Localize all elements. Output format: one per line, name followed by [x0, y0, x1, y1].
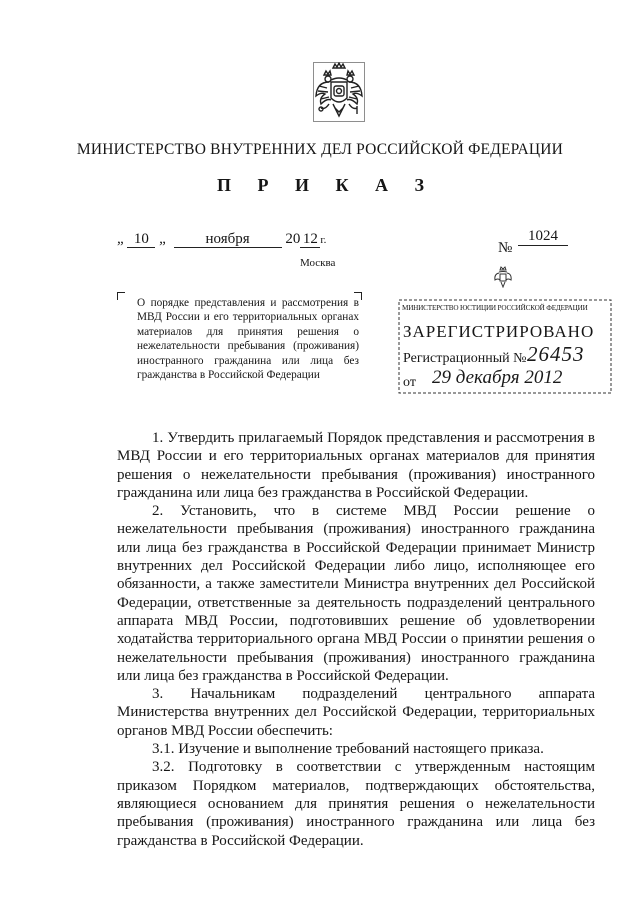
paragraph-3-2: 3.2. Подготовку в соответствии с утвержденным настоящим приказом Порядком материалов, подтверждающих обстоятельства, являющиеся основанием для принятия решения о нежелательности пребывания (проживания) иностранного гражданина или лица без гражданства в Российской Федерации. [117, 759, 595, 849]
stamp-ministry: МИНИСТЕРСТВО ЮСТИЦИИ РОССИЙСКОЙ ФЕДЕРАЦИИ [402, 304, 588, 312]
stamp-from-label: от [403, 375, 416, 390]
date-close-quote: „ [159, 231, 166, 247]
stamp-emblem-icon [493, 266, 513, 288]
date-year-unit: г. [320, 234, 327, 246]
date-open-quote: „ [117, 231, 124, 247]
paragraph-1: 1. Утвердить прилагаемый Порядок представления и рассмотрения в МВД России и его территориальных органах материалов для принятия решения о нежелательности пребывания (проживания) иностранного гражданина или лица без гражданства в Российской Федерации. [117, 430, 595, 501]
order-number-label: № [498, 240, 513, 256]
date-month: ноября [174, 232, 282, 248]
paragraph-3-1: 3.1. Изучение и выполнение требований настоящего приказа. [152, 741, 544, 758]
subject-corner-top-left [117, 292, 125, 300]
paragraph-2: 2. Установить, что в системе МВД России решение о нежелательности пребывания (проживания) иностранного гражданина или лица без гражданства в Российской Федерации принимает Министр внутренних дел Российской Федерации либо лицо, исполняющее его обязанности, а также заместители Министра внутренних дел Российской Федерации, ответственные за деятельность подразделений центрального аппарата МВД России, подготовивших решение об удовлетворении ходатайства территориального органа МВД России о принятии решения о нежелательности пребывания (проживания) иностранного гражданина или лица без гражданства в Российской Федерации. [117, 503, 595, 684]
order-subject: О порядке представления и рассмотрения в МВД России и его территориальных органах материалов для принятия решения о нежелательности пребывания (проживания) иностранного гражданина или лица без гражданства в Российской Федерации [137, 297, 359, 382]
paragraph-3: 3. Начальникам подразделений центрального аппарата Министерства внутренних дел Российской Федерации, территориальных органов МВД России обеспечить: [117, 686, 595, 739]
date-year-prefix: 20 [285, 231, 301, 247]
ministry-name: МИНИСТЕРСТВО ВНУТРЕННИХ ДЕЛ РОССИЙСКОЙ ФЕДЕРАЦИИ [76, 141, 564, 158]
stamp-registration-label: Регистрационный № [403, 351, 527, 366]
order-body [117, 429, 595, 850]
stamp-registration-number: 26453 [527, 342, 585, 366]
date-year-suffix: 12 [300, 232, 320, 248]
city: Москва [300, 257, 336, 269]
date-day: 10 [127, 232, 155, 248]
order-number: 1024 [518, 227, 568, 246]
stamp-status: ЗАРЕГИСТРИРОВАНО [403, 322, 595, 341]
state-emblem-icon [313, 62, 365, 122]
date-line [117, 231, 326, 248]
stamp-registration-date: 29 декабря 2012 [432, 367, 563, 388]
document-type: П Р И К А З [216, 175, 436, 195]
